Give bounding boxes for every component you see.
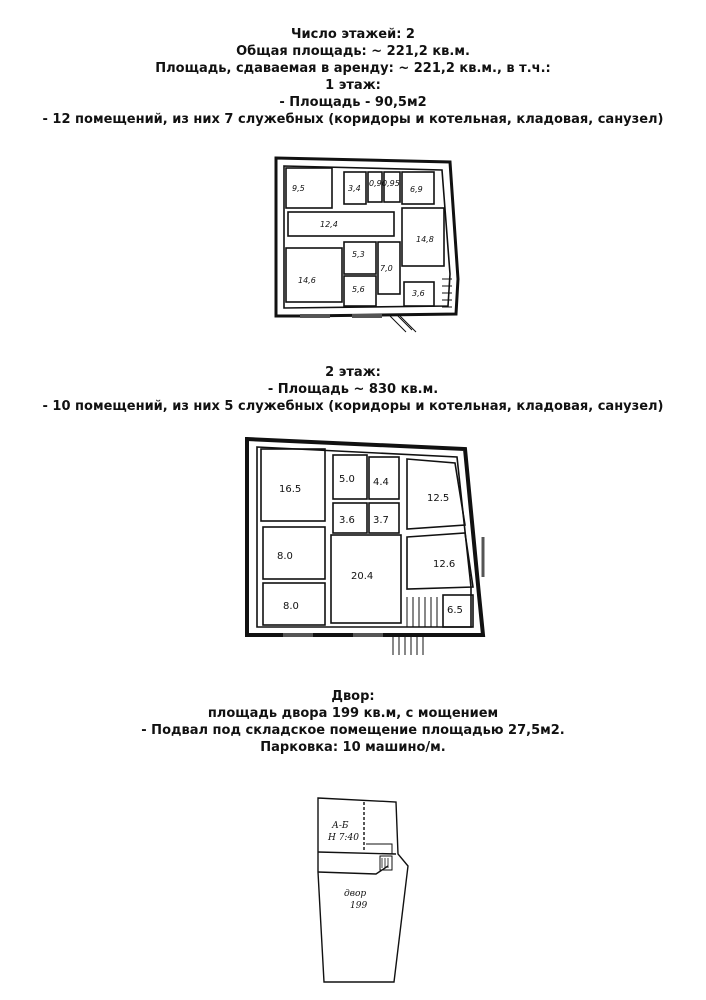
yard-area: площадь двора 199 кв.м, с мощением — [207, 706, 499, 721]
yard-plan — [304, 792, 414, 1000]
yard-label: двор — [344, 889, 367, 899]
f1-room-2: 3,4 — [348, 184, 361, 193]
f1-room-7: 14,8 — [416, 235, 434, 244]
yard-heading: Двор: — [331, 689, 375, 704]
f2-room-3: 4.4 — [373, 477, 389, 488]
f2-room-1: 16.5 — [279, 484, 302, 495]
f2-room-11: 6.5 — [447, 605, 463, 616]
total-area: Общая площадь: ~ 221,2 кв.м. — [236, 44, 470, 59]
floor2-plan-drawing — [243, 437, 493, 659]
f2-room-4: 12.5 — [427, 493, 450, 504]
f1-room-10: 14,6 — [298, 276, 316, 285]
f1-room-8: 5,3 — [352, 250, 365, 259]
f2-room-5: 3.6 — [339, 515, 355, 526]
yard-area-label: 199 — [350, 901, 368, 911]
yard-basement: - Подвал под складское помещение площадью 27,5м2. — [141, 723, 565, 738]
floor2-plan — [243, 437, 493, 659]
f1-room-4: 0,95 — [382, 179, 400, 188]
f1-room-12: 3,6 — [412, 289, 425, 298]
floor2-rooms: - 10 помещений, из них 5 служебных (коридоры и котельная, кладовая, санузел) — [42, 399, 664, 414]
floor2-block — [0, 364, 706, 415]
f2-room-6: 3.7 — [373, 515, 389, 526]
f1-room-5: 6,9 — [410, 185, 423, 194]
f2-room-8: 20.4 — [351, 571, 374, 582]
yard-block — [0, 688, 706, 756]
floor1-plan-drawing — [272, 154, 467, 334]
f1-room-9: 7,0 — [380, 264, 393, 273]
f1-room-11: 5,6 — [352, 285, 365, 294]
f2-room-7: 8.0 — [277, 551, 293, 562]
floor1-heading: 1 этаж: — [325, 78, 381, 93]
floors-count: Число этажей: 2 — [291, 27, 415, 42]
f1-room-6: 12,4 — [320, 220, 338, 229]
f1-room-1: 9,5 — [292, 184, 305, 193]
yard-label-a: А-Б — [332, 821, 349, 831]
floor2-area: - Площадь ~ 830 кв.м. — [267, 382, 439, 397]
yard-parking: Парковка: 10 машино/м. — [260, 740, 446, 755]
f2-room-10: 8.0 — [283, 601, 299, 612]
floor2-heading: 2 этаж: — [325, 365, 381, 380]
yard-plan-drawing — [304, 792, 414, 1000]
floor1-area: - Площадь - 90,5м2 — [279, 95, 427, 110]
floor1-rooms: - 12 помещений, из них 7 служебных (коридоры и котельная, кладовая, санузел) — [42, 112, 664, 127]
f1-room-3: 0,9 — [369, 179, 382, 188]
yard-label-b: Н 7:40 — [328, 833, 359, 843]
summary-block — [0, 26, 706, 128]
floor1-plan — [272, 154, 467, 334]
f2-room-9: 12.6 — [433, 559, 456, 570]
rent-area: Площадь, сдаваемая в аренду: ~ 221,2 кв.м., в т.ч.: — [155, 61, 551, 76]
f2-room-2: 5.0 — [339, 474, 355, 485]
